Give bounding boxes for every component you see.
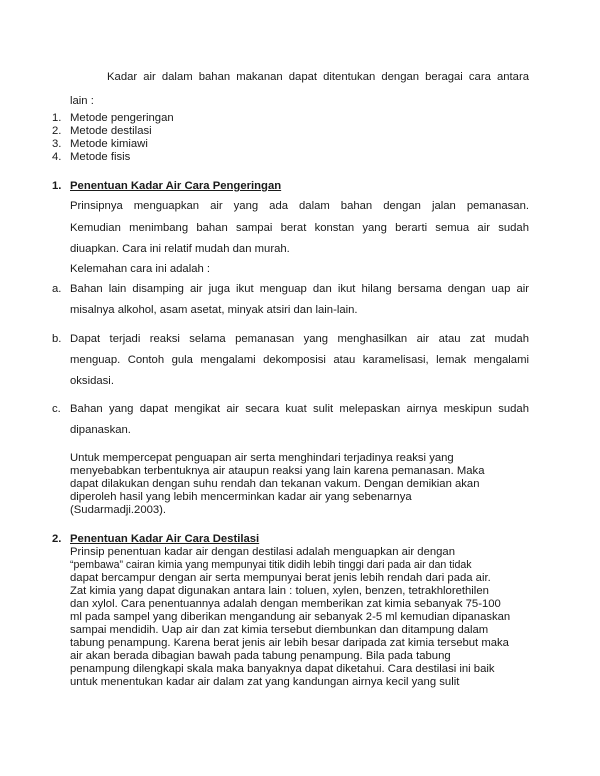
paragraph-line: Prinsipnya menguapkan air yang ada dalam bahan dengan jalan pemanasan. <box>70 200 529 212</box>
method-item: Metode kimiawi <box>70 138 148 150</box>
closing-line: Untuk mempercepat penguapan air serta menghindari terjadinya reaksi yang <box>70 452 454 464</box>
closing-line: (Sudarmadji.2003). <box>70 504 167 516</box>
closing-line: menyebabkan terbentuknya air ataupun reaksi yang lain karena pemanasan. Maka <box>70 465 485 477</box>
list-item-line: Bahan lain disamping air juga ikut menguap dan ikut hilang bersama dengan uap air <box>70 283 529 295</box>
method-number: 3. <box>52 138 62 150</box>
section-2-line: dan xylol. Cara penentuannya adalah dengan memberikan zat kimia sebanyak 75-100 <box>70 598 501 610</box>
method-item: Metode destilasi <box>70 125 152 137</box>
closing-line: dapat dilakukan dengan suhu rendah dan tekanan vakum. Dengan demikian akan <box>70 478 480 490</box>
intro-line-2: lain : <box>70 95 94 107</box>
section-2-line: dapat bercampur dengan air serta mempunyai berat jenis lebih rendah dari pada air. <box>70 572 491 584</box>
list-item-line: oksidasi. <box>70 375 114 387</box>
method-number: 1. <box>52 112 62 124</box>
list-letter: c. <box>52 403 61 415</box>
paragraph-line: Kemudian menimbang bahan sampai berat konstan yang berarti semua air sudah <box>70 222 529 234</box>
paragraph-line: diuapkan. Cara ini relatif mudah dan murah. <box>70 243 290 255</box>
method-number: 2. <box>52 125 62 137</box>
intro-line-1: Kadar air dalam bahan makanan dapat ditentukan dengan beragai cara antara <box>107 71 529 83</box>
list-item-line: menguap. Contoh gula mengalami dekomposisi atau karamelisasi, lemak mengalami <box>70 354 529 366</box>
section-2-line: tabung penampung. Karena berat jenis air lebih besar daripada zat kimia tersebut maka <box>70 637 509 649</box>
method-item: Metode pengeringan <box>70 112 174 124</box>
section-2-line: “pembawa” cairan kimia yang mempunyai titik didih lebih tinggi dari pada air dan tidak <box>70 559 472 571</box>
list-item-line: Dapat terjadi reaksi selama pemanasan yang menghasilkan air atau zat mudah <box>70 333 529 345</box>
section-1-number: 1. <box>52 180 62 192</box>
section-1-heading: Penentuan Kadar Air Cara Pengeringan <box>70 180 282 192</box>
closing-line: diperoleh hasil yang lebih mencerminkan kadar air yang sebenarnya <box>70 491 412 503</box>
list-item-line: Bahan yang dapat mengikat air secara kuat sulit melepaskan airnya meskipun sudah <box>70 403 529 415</box>
list-item-line: dipanaskan. <box>70 424 131 436</box>
weakness-intro: Kelemahan cara ini adalah : <box>70 263 211 275</box>
section-2-line: Prinsip penentuan kadar air dengan destilasi adalah menguapkan air dengan <box>70 546 455 558</box>
section-2-heading: Penentuan Kadar Air Cara Destilasi <box>70 533 260 545</box>
section-2-line: ml pada sampel yang diberikan mengandung air sebanyak 2-5 ml kemudian dipanaskan <box>70 611 511 623</box>
section-2-line: sampai mendidih. Uap air dan zat kimia tersebut diembunkan dan ditampung dalam <box>70 624 489 636</box>
list-letter: b. <box>52 333 62 345</box>
section-2-line: untuk menentukan kadar air dalam zat yang kandungan airnya kecil yang sulit <box>70 676 460 688</box>
method-item: Metode fisis <box>70 151 131 163</box>
section-2-line: penampung dilengkapi skala maka banyaknya dapat diketahui. Cara destilasi ini baik <box>70 663 495 675</box>
list-item-line: misalnya alkohol, asam asetat, minyak atsiri dan lain-lain. <box>70 304 358 316</box>
list-letter: a. <box>52 283 62 295</box>
section-2-number: 2. <box>52 533 62 545</box>
section-2-line: Zat kimia yang dapat digunakan antara lain : toluen, xylen, benzen, tetrakhlorethilen <box>70 585 489 597</box>
method-number: 4. <box>52 151 62 163</box>
section-2-line: air akan berada dibagian bawah pada tabung penampung. Bila pada tabung <box>70 650 451 662</box>
